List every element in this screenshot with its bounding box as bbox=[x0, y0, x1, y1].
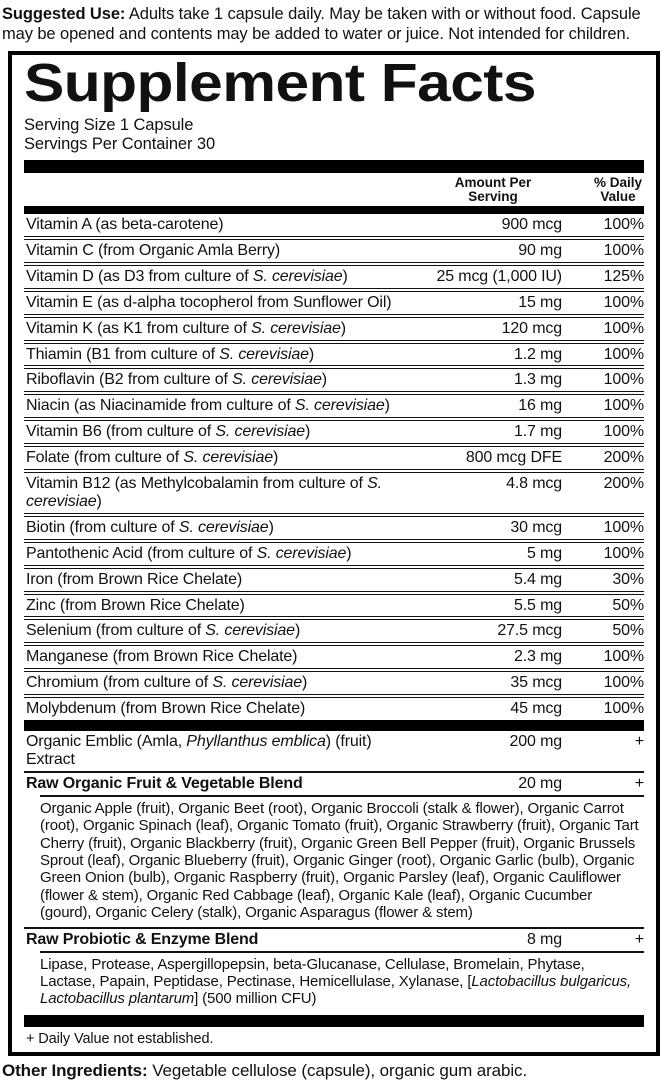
row-amount: 4.8 mcg bbox=[506, 475, 562, 493]
suggested-use bbox=[2, 4, 664, 45]
row-name: Vitamin E (as d-alpha tocopherol from Sunflower Oil) bbox=[26, 293, 392, 311]
row-name: Folate (from culture of S. cerevisiae) bbox=[26, 449, 279, 467]
row-dv: 100% bbox=[603, 700, 644, 718]
row-dv: 100% bbox=[603, 544, 644, 562]
table-row bbox=[24, 517, 644, 539]
daily-value-header: % Daily Value bbox=[593, 175, 643, 205]
row-amount: 20 mg bbox=[518, 775, 562, 793]
table-row bbox=[24, 318, 644, 340]
row-name: Thiamin (B1 from culture of S. cerevisiae) bbox=[26, 345, 315, 363]
table-row bbox=[24, 421, 644, 443]
table-row bbox=[24, 646, 644, 668]
row-name: Vitamin C (from Organic Amla Berry) bbox=[26, 241, 281, 259]
row-amount: 15 mg bbox=[518, 293, 562, 311]
row-dv: + bbox=[634, 733, 644, 751]
row-dv: 100% bbox=[603, 518, 644, 536]
table-row bbox=[24, 292, 644, 314]
row-name: Raw Organic Fruit & Vegetable Blend bbox=[26, 775, 303, 793]
row-dv: + bbox=[634, 775, 644, 793]
section-divider-bar bbox=[24, 720, 644, 731]
table-row bbox=[24, 344, 644, 366]
row-name: Zinc (from Brown Rice Chelate) bbox=[26, 596, 245, 614]
row-amount: 16 mg bbox=[518, 397, 562, 415]
row-name: Vitamin K (as K1 from culture of S. cerevisiae) bbox=[26, 319, 346, 337]
row-amount: 2.3 mg bbox=[513, 648, 562, 666]
row-dv: + bbox=[634, 931, 644, 949]
row-amount: 35 mcg bbox=[510, 674, 562, 692]
row-amount: 25 mcg (1,000 IU) bbox=[436, 267, 562, 285]
row-dv: 100% bbox=[603, 345, 644, 363]
suggested-use-text: Adults take 1 capsule daily. May be taken with or without food. Capsule may be opened and contents may be added to water or juice. Not intended for children. bbox=[2, 5, 641, 44]
row-dv: 100% bbox=[603, 674, 644, 692]
table-row bbox=[24, 543, 644, 565]
row-amount: 30 mcg bbox=[510, 518, 562, 536]
row-amount: 1.2 mg bbox=[513, 345, 562, 363]
row-dv: 30% bbox=[612, 570, 644, 588]
panel-title: Supplement Facts bbox=[24, 52, 536, 113]
suggested-use-label: Suggested Use: bbox=[2, 5, 126, 23]
table-row bbox=[24, 672, 644, 694]
row-name: Niacin (as Niacinamide from culture of S. cerevisiae) bbox=[26, 397, 390, 415]
row-amount: 1.3 mg bbox=[513, 371, 562, 389]
supplement-facts-panel bbox=[8, 51, 660, 1056]
row-dv: 50% bbox=[612, 596, 644, 614]
row-name: Manganese (from Brown Rice Chelate) bbox=[26, 648, 298, 666]
row-amount: 90 mg bbox=[518, 241, 562, 259]
row-name: Organic Emblic (Amla, Phyllanthus emblica) (fruit) Extract bbox=[26, 733, 372, 769]
table-row bbox=[24, 698, 644, 720]
row-dv: 100% bbox=[603, 293, 644, 311]
row-dv: 100% bbox=[603, 371, 644, 389]
table-row bbox=[24, 240, 644, 262]
table-row bbox=[24, 773, 644, 795]
row-name: Pantothenic Acid (from culture of S. cerevisiae) bbox=[26, 544, 352, 562]
row-amount: 5.5 mg bbox=[513, 596, 562, 614]
row-name: Vitamin D (as D3 from culture of S. cerevisiae) bbox=[26, 267, 348, 285]
table-row bbox=[24, 473, 644, 513]
row-name: Riboflavin (B2 from culture of S. cerevisiae) bbox=[26, 371, 327, 389]
row-name: Raw Probiotic & Enzyme Blend bbox=[26, 931, 259, 949]
row-dv: 100% bbox=[603, 241, 644, 259]
table-row bbox=[24, 929, 644, 951]
table-row bbox=[24, 447, 644, 469]
table-row bbox=[24, 595, 644, 617]
row-dv: 100% bbox=[603, 319, 644, 337]
amount-per-serving-header: Amount Per Serving bbox=[454, 175, 532, 205]
row-dv: 100% bbox=[603, 215, 644, 233]
header-divider-bar-bottom bbox=[24, 206, 644, 214]
row-amount: 5 mg bbox=[527, 544, 562, 562]
row-name: Biotin (from culture of S. cerevisiae) bbox=[26, 518, 274, 536]
other-ingredients-text: Vegetable cellulose (capsule), organic gum arabic. bbox=[152, 1060, 528, 1080]
column-headers bbox=[24, 173, 644, 206]
table-row bbox=[24, 266, 644, 288]
table-row bbox=[24, 395, 644, 417]
row-amount: 45 mcg bbox=[510, 700, 562, 718]
header-divider-bar-top bbox=[24, 160, 644, 173]
row-amount: 8 mg bbox=[527, 931, 562, 949]
other-ingredients bbox=[2, 1061, 664, 1081]
row-amount: 5.4 mg bbox=[513, 570, 562, 588]
other-ingredients-label: Other Ingredients: bbox=[2, 1060, 148, 1080]
row-name: Molybdenum (from Brown Rice Chelate) bbox=[26, 700, 306, 718]
footnote-divider-bar bbox=[24, 1015, 644, 1027]
row-name: Vitamin B6 (from culture of S. cerevisiae) bbox=[26, 423, 311, 441]
servings-per-container: Servings Per Container 30 bbox=[24, 135, 216, 154]
row-dv: 100% bbox=[603, 397, 644, 415]
row-dv: 100% bbox=[603, 423, 644, 441]
row-amount: 900 mcg bbox=[501, 215, 562, 233]
table-row bbox=[24, 369, 644, 391]
row-dv: 200% bbox=[603, 449, 644, 467]
row-name: Vitamin B12 (as Methylcobalamin from culture of S. cerevisiae) bbox=[26, 475, 382, 510]
row-amount: 120 mcg bbox=[501, 319, 562, 337]
table-row bbox=[24, 569, 644, 591]
row-name: Iron (from Brown Rice Chelate) bbox=[26, 570, 243, 588]
table-row bbox=[24, 620, 644, 642]
row-dv: 50% bbox=[612, 622, 644, 640]
table-row bbox=[24, 731, 644, 771]
footnote: + Daily Value not established. bbox=[26, 1030, 214, 1047]
serving-size: Serving Size 1 Capsule bbox=[24, 116, 194, 135]
table-row bbox=[24, 214, 644, 236]
row-amount: 27.5 mcg bbox=[497, 622, 562, 640]
blend-ingredients: Organic Apple (fruit), Organic Beet (root), Organic Broccoli (stalk & flower), Organic Carrot (root), Organic Spinach (leaf), Organic Tomato (fruit), Organic Strawberry (fruit), Organic Tart Cherry (fruit), Organic Blackberry (fruit), Organic Green Bell Pepper (fruit), Organic Brussels Sprout (leaf), Organic Blueberry (fruit), Organic Ginger (root), Organic Garlic (bulb), Organic Green Onion (bulb), Organic Raspberry (fruit), Organic Parsley (leaf), Organic Cauliflower (flower & stem), Organic Red Cabbage (leaf), Organic Kale (leaf), Organic Cucumber (gourd), Organic Celery (stalk), Organic Asparagus (flower & stem) bbox=[40, 799, 639, 922]
row-dv: 125% bbox=[603, 267, 644, 285]
row-name: Selenium (from culture of S. cerevisiae) bbox=[26, 622, 301, 640]
vitamin-table bbox=[24, 214, 644, 720]
row-amount: 200 mg bbox=[509, 733, 562, 751]
row-name: Chromium (from culture of S. cerevisiae) bbox=[26, 674, 308, 692]
blend-ingredients: Lipase, Protease, Aspergillopepsin, beta-Glucanase, Cellulase, Bromelain, Phytase, Lactase, Papain, Peptidase, Pectinase, Hemicellulase, Xylanase, [Lactobacillus bulgaricus, Lactobacillus plantarum] (500 million CFU) bbox=[40, 955, 632, 1008]
row-dv: 100% bbox=[603, 648, 644, 666]
row-dv: 200% bbox=[603, 475, 644, 493]
row-amount: 1.7 mg bbox=[513, 423, 562, 441]
row-amount: 800 mcg DFE bbox=[465, 449, 562, 467]
row-name: Vitamin A (as beta-carotene) bbox=[26, 215, 224, 233]
